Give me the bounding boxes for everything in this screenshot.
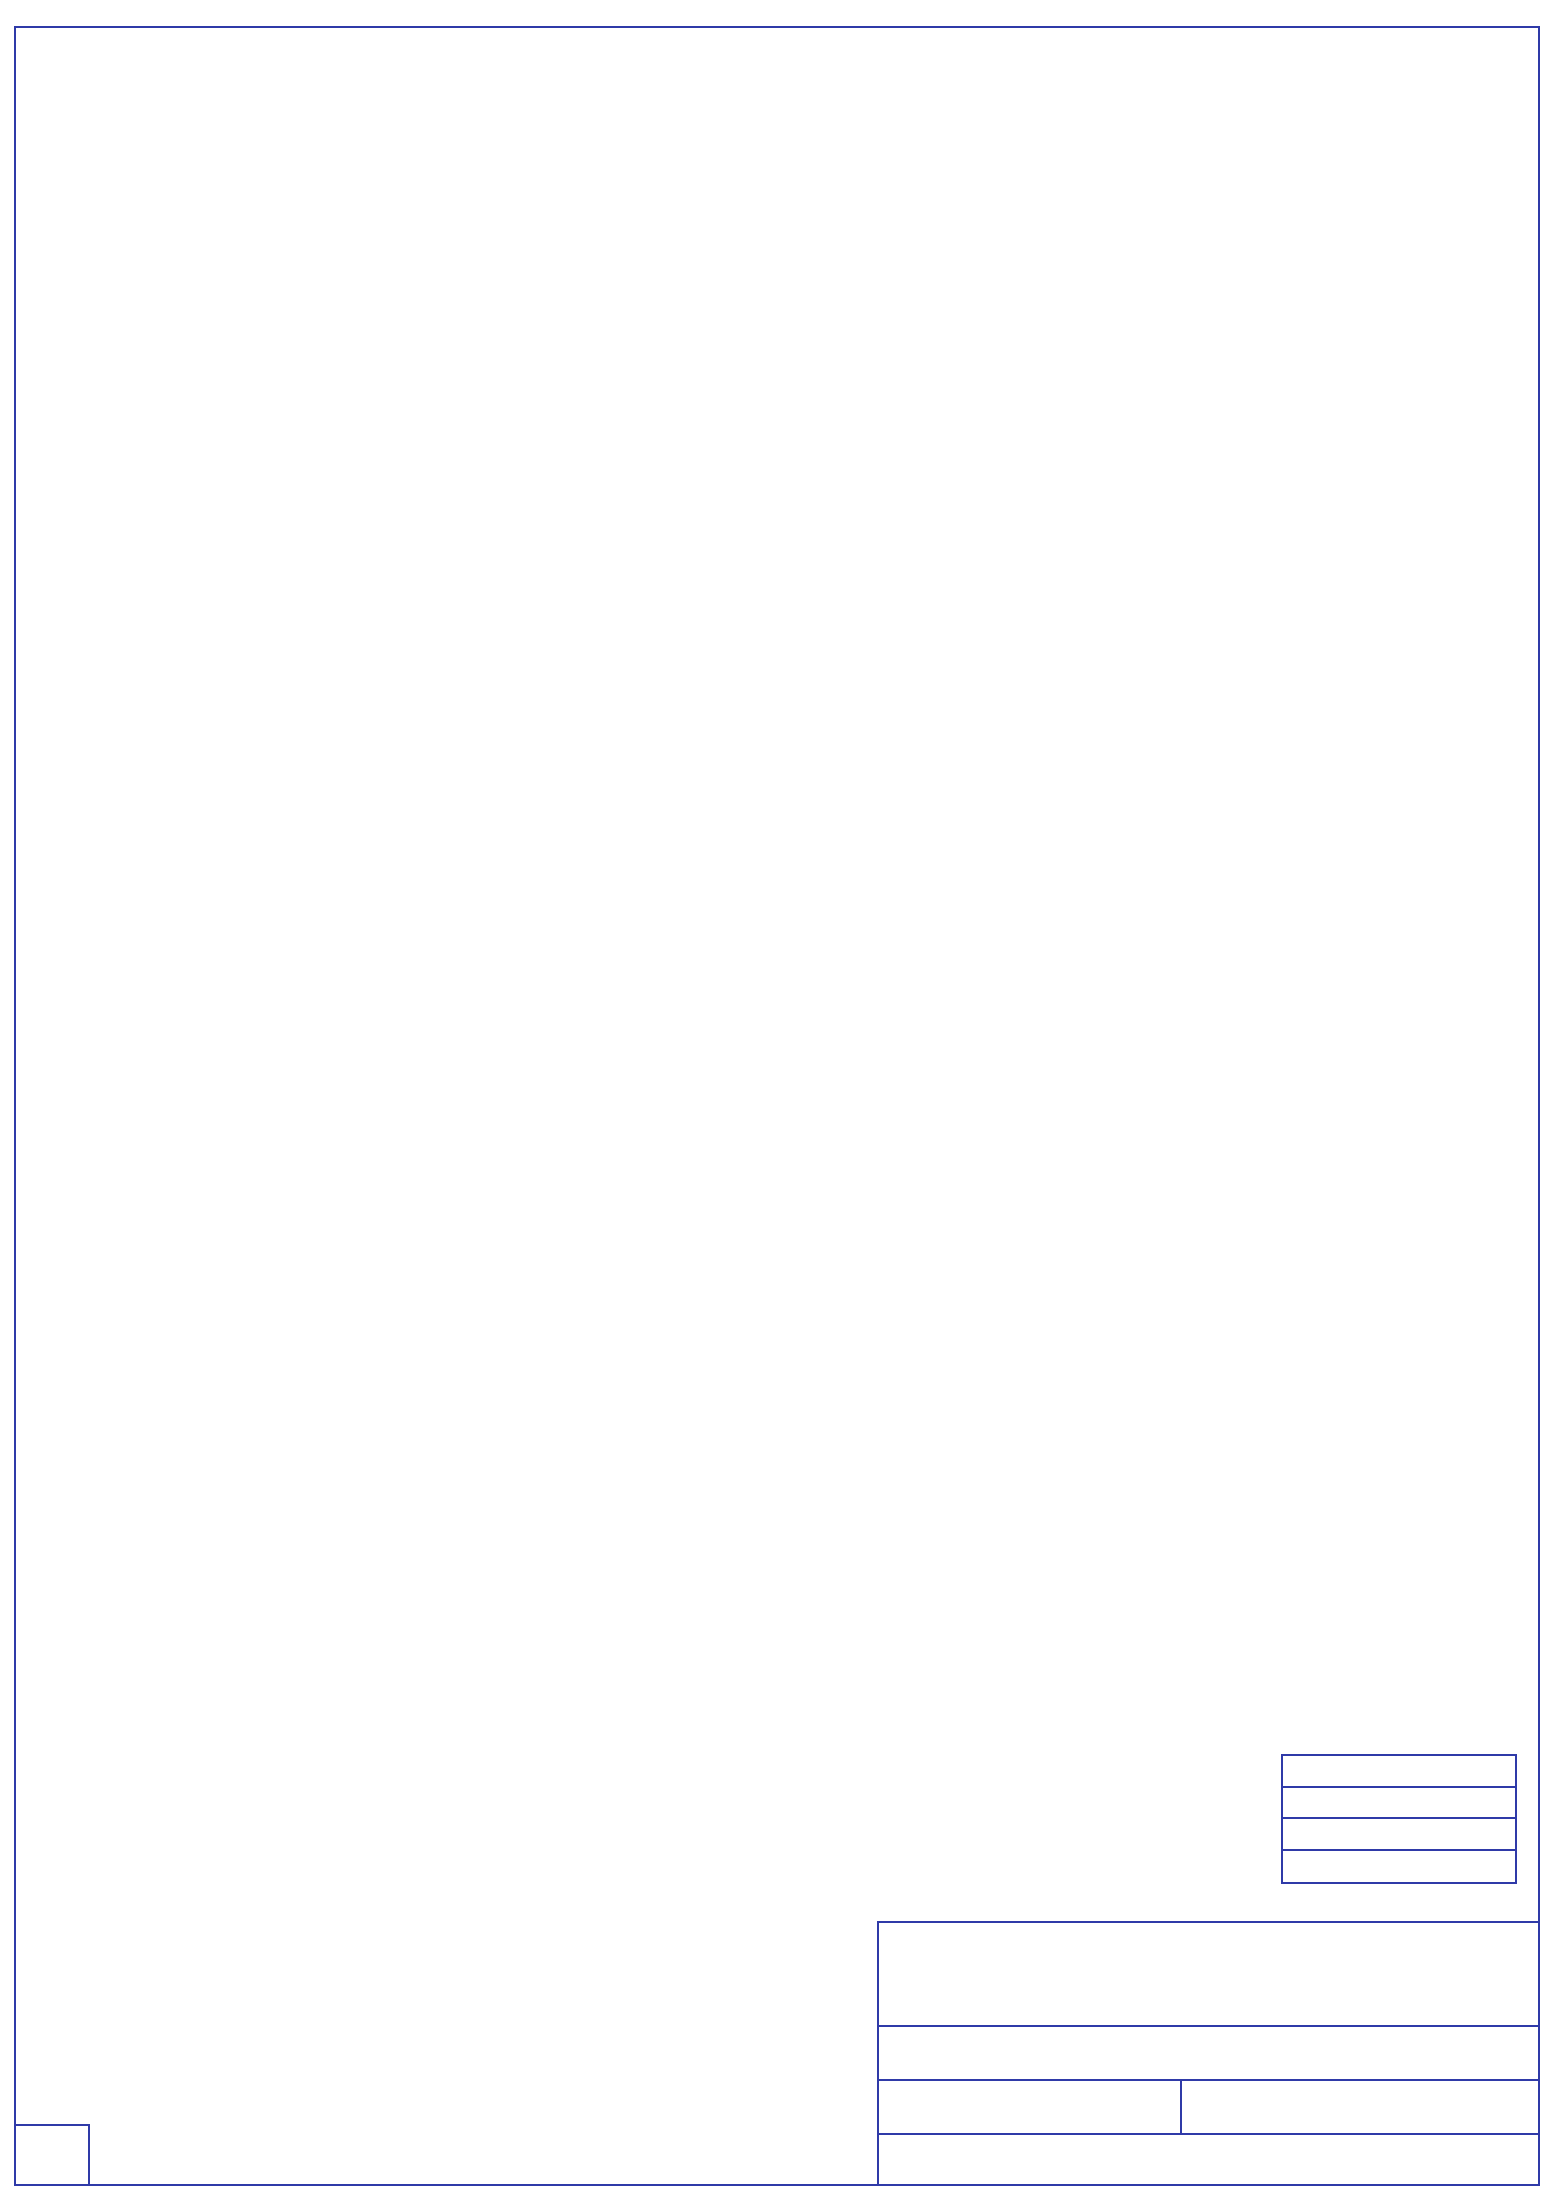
cnc-spec-row xyxy=(1283,1788,1515,1820)
cnc-spec-row xyxy=(1283,1756,1515,1788)
cnc-specs-table xyxy=(1281,1754,1517,1884)
scale-cell xyxy=(879,2081,1182,2135)
status-cell xyxy=(1182,2081,1540,2135)
cnc-spec-row xyxy=(1283,1819,1515,1851)
project-cell xyxy=(879,1923,1540,2027)
developer-cell xyxy=(879,2135,1540,2188)
file-type-cell xyxy=(879,2027,1540,2081)
cnc-spec-row xyxy=(1283,1851,1515,1883)
title-block xyxy=(877,1921,1540,2186)
page-number xyxy=(14,2124,90,2186)
